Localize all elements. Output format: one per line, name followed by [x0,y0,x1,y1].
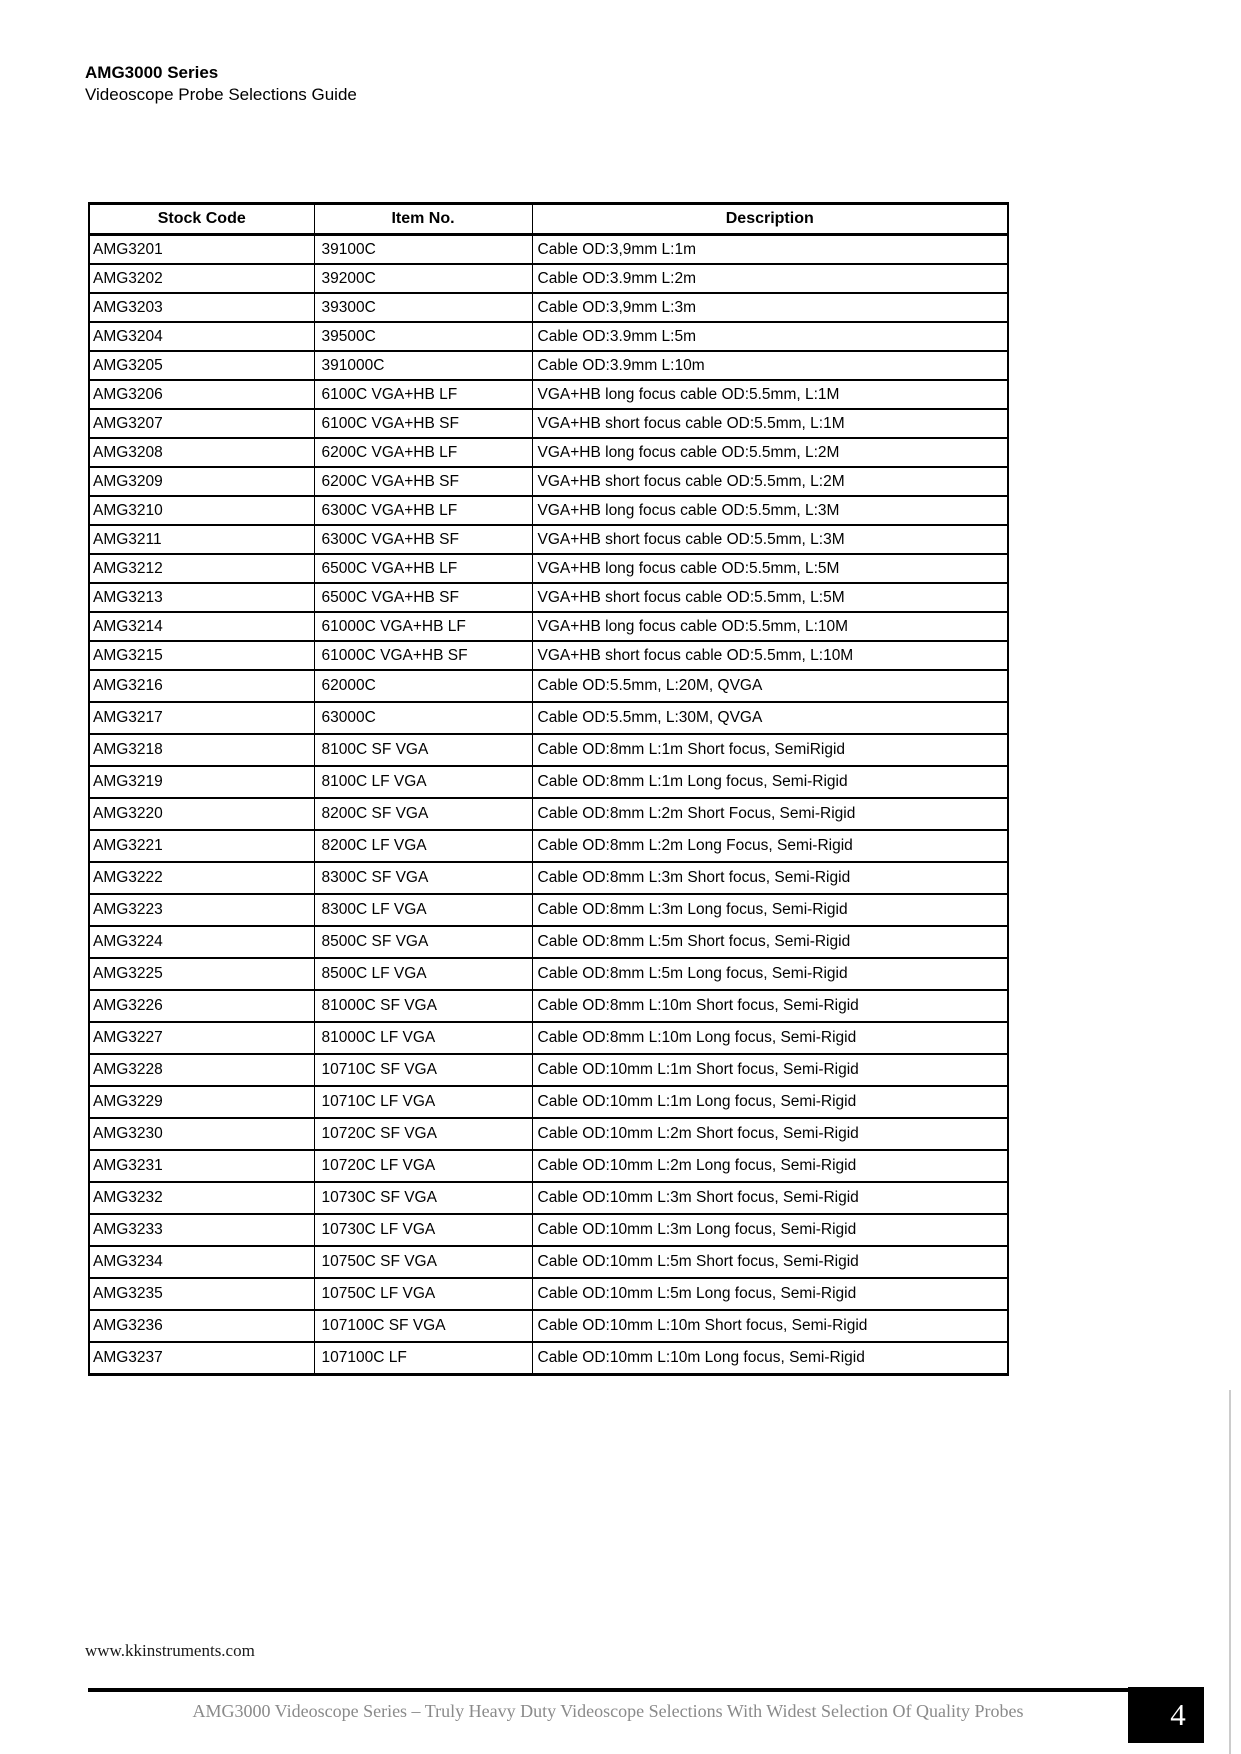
item-no-cell: 8100C SF VGA [314,734,532,766]
description-cell: VGA+HB long focus cable OD:5.5mm, L:1M [532,380,1008,409]
item-no-cell: 6300C VGA+HB SF [314,525,532,554]
description-cell: Cable OD:3.9mm L:2m [532,264,1008,293]
description-cell: VGA+HB short focus cable OD:5.5mm, L:5M [532,583,1008,612]
item-no-cell: 10710C SF VGA [314,1054,532,1086]
table-row [89,670,1008,702]
description-cell: Cable OD:10mm L:5m Short focus, Semi-Rigid [532,1246,1008,1278]
description-cell: Cable OD:8mm L:10m Long focus, Semi-Rigid [532,1022,1008,1054]
item-no-cell: 10750C SF VGA [314,1246,532,1278]
stock-code-cell: AMG3209 [89,467,314,496]
item-no-cell: 6500C VGA+HB SF [314,583,532,612]
website-link: www.kkinstruments.com [85,1641,255,1660]
item-no-cell: 107100C LF [314,1342,532,1375]
stock-code-cell: AMG3202 [89,264,314,293]
table-row [89,1118,1008,1150]
description-cell: VGA+HB long focus cable OD:5.5mm, L:3M [532,496,1008,525]
stock-code-cell: AMG3205 [89,351,314,380]
stock-code-cell: AMG3234 [89,1246,314,1278]
table-row [89,293,1008,322]
table-row [89,1246,1008,1278]
table-row [89,641,1008,670]
table-row [89,554,1008,583]
stock-code-cell: AMG3218 [89,734,314,766]
stock-code-cell: AMG3208 [89,438,314,467]
table-row [89,734,1008,766]
table-row [89,766,1008,798]
page-number: 4 [1170,1697,1186,1732]
item-no-cell: 62000C [314,670,532,702]
table-row [89,862,1008,894]
table-row [89,438,1008,467]
table-row [89,926,1008,958]
description-cell: Cable OD:10mm L:3m Short focus, Semi-Rigid [532,1182,1008,1214]
stock-code-cell: AMG3204 [89,322,314,351]
stock-code-cell: AMG3227 [89,1022,314,1054]
description-cell: Cable OD:3.9mm L:10m [532,351,1008,380]
table-row [89,351,1008,380]
table-body [89,235,1008,1375]
item-no-cell: 8500C LF VGA [314,958,532,990]
table-row [89,958,1008,990]
table-row [89,322,1008,351]
table-row [89,1182,1008,1214]
page-title: AMG3000 Series [85,63,219,82]
stock-code-cell: AMG3231 [89,1150,314,1182]
table-row [89,1214,1008,1246]
description-cell: Cable OD:8mm L:3m Long focus, Semi-Rigid [532,894,1008,926]
item-no-cell: 391000C [314,351,532,380]
stock-code-cell: AMG3228 [89,1054,314,1086]
table-row [89,1054,1008,1086]
stock-code-cell: AMG3233 [89,1214,314,1246]
item-no-cell: 6200C VGA+HB SF [314,467,532,496]
table-header-row [89,204,1008,235]
table-row [89,702,1008,734]
column-header: Stock Code [89,204,314,235]
item-no-cell: 10710C LF VGA [314,1086,532,1118]
stock-code-cell: AMG3235 [89,1278,314,1310]
stock-code-cell: AMG3207 [89,409,314,438]
item-no-cell: 63000C [314,702,532,734]
stock-code-cell: AMG3226 [89,990,314,1022]
table-row [89,1342,1008,1375]
stock-code-cell: AMG3215 [89,641,314,670]
item-no-cell: 10730C SF VGA [314,1182,532,1214]
item-no-cell: 39500C [314,322,532,351]
description-cell: VGA+HB short focus cable OD:5.5mm, L:1M [532,409,1008,438]
column-header: Description [532,204,1008,235]
description-cell: Cable OD:10mm L:1m Short focus, Semi-Rigid [532,1054,1008,1086]
page-subtitle: Videoscope Probe Selections Guide [85,85,357,104]
stock-code-cell: AMG3217 [89,702,314,734]
table-row [89,525,1008,554]
stock-code-cell: AMG3222 [89,862,314,894]
item-no-cell: 10750C LF VGA [314,1278,532,1310]
item-no-cell: 6500C VGA+HB LF [314,554,532,583]
stock-code-cell: AMG3230 [89,1118,314,1150]
description-cell: Cable OD:10mm L:5m Long focus, Semi-Rigid [532,1278,1008,1310]
stock-code-cell: AMG3221 [89,830,314,862]
footer-divider [88,1688,1128,1692]
stock-code-cell: AMG3212 [89,554,314,583]
column-header: Item No. [314,204,532,235]
table-row [89,409,1008,438]
stock-code-cell: AMG3210 [89,496,314,525]
stock-code-cell: AMG3229 [89,1086,314,1118]
table-row [89,1310,1008,1342]
description-cell: Cable OD:10mm L:3m Long focus, Semi-Rigid [532,1214,1008,1246]
table-row [89,467,1008,496]
description-cell: VGA+HB long focus cable OD:5.5mm, L:10M [532,612,1008,641]
table-row [89,612,1008,641]
description-cell: Cable OD:3.9mm L:5m [532,322,1008,351]
description-cell: Cable OD:10mm L:2m Long focus, Semi-Rigid [532,1150,1008,1182]
description-cell: Cable OD:10mm L:2m Short focus, Semi-Rigid [532,1118,1008,1150]
table-row [89,798,1008,830]
stock-code-cell: AMG3219 [89,766,314,798]
description-cell: Cable OD:8mm L:10m Short focus, Semi-Rigid [532,990,1008,1022]
item-no-cell: 81000C LF VGA [314,1022,532,1054]
item-no-cell: 6300C VGA+HB LF [314,496,532,525]
item-no-cell: 6100C VGA+HB LF [314,380,532,409]
probe-selection-table [88,202,1009,1376]
item-no-cell: 8200C LF VGA [314,830,532,862]
description-cell: Cable OD:8mm L:3m Short focus, Semi-Rigid [532,862,1008,894]
item-no-cell: 39300C [314,293,532,322]
table-row [89,1086,1008,1118]
item-no-cell: 39100C [314,235,532,265]
table-row [89,1022,1008,1054]
description-cell: VGA+HB long focus cable OD:5.5mm, L:2M [532,438,1008,467]
table-row [89,380,1008,409]
description-cell: Cable OD:8mm L:2m Long Focus, Semi-Rigid [532,830,1008,862]
item-no-cell: 8300C SF VGA [314,862,532,894]
item-no-cell: 8200C SF VGA [314,798,532,830]
page-edge-line [1229,1390,1231,1754]
item-no-cell: 8300C LF VGA [314,894,532,926]
item-no-cell: 107100C SF VGA [314,1310,532,1342]
stock-code-cell: AMG3216 [89,670,314,702]
description-cell: Cable OD:8mm L:5m Short focus, Semi-Rigid [532,926,1008,958]
table-row [89,496,1008,525]
description-cell: VGA+HB short focus cable OD:5.5mm, L:10M [532,641,1008,670]
description-cell: Cable OD:8mm L:1m Short focus, SemiRigid [532,734,1008,766]
item-no-cell: 61000C VGA+HB LF [314,612,532,641]
document-header [85,62,357,106]
description-cell: Cable OD:3,9mm L:3m [532,293,1008,322]
item-no-cell: 10730C LF VGA [314,1214,532,1246]
footer-tagline: AMG3000 Videoscope Series – Truly Heavy Duty Videoscope Selections With Widest Selection Of Quality Probes [192,1701,1024,1721]
description-cell: Cable OD:8mm L:2m Short Focus, Semi-Rigid [532,798,1008,830]
description-cell: VGA+HB short focus cable OD:5.5mm, L:2M [532,467,1008,496]
stock-code-cell: AMG3236 [89,1310,314,1342]
item-no-cell: 10720C SF VGA [314,1118,532,1150]
description-cell: Cable OD:8mm L:5m Long focus, Semi-Rigid [532,958,1008,990]
description-cell: Cable OD:3,9mm L:1m [532,235,1008,265]
item-no-cell: 8100C LF VGA [314,766,532,798]
table-row [89,894,1008,926]
item-no-cell: 8500C SF VGA [314,926,532,958]
item-no-cell: 39200C [314,264,532,293]
stock-code-cell: AMG3211 [89,525,314,554]
table-row [89,264,1008,293]
table-row [89,235,1008,265]
table-row [89,1150,1008,1182]
table-row [89,830,1008,862]
item-no-cell: 6200C VGA+HB LF [314,438,532,467]
item-no-cell: 6100C VGA+HB SF [314,409,532,438]
stock-code-cell: AMG3214 [89,612,314,641]
stock-code-cell: AMG3203 [89,293,314,322]
description-cell: Cable OD:5.5mm, L:20M, QVGA [532,670,1008,702]
item-no-cell: 61000C VGA+HB SF [314,641,532,670]
stock-code-cell: AMG3220 [89,798,314,830]
stock-code-cell: AMG3223 [89,894,314,926]
item-no-cell: 81000C SF VGA [314,990,532,1022]
stock-code-cell: AMG3201 [89,235,314,265]
table-row [89,1278,1008,1310]
stock-code-cell: AMG3224 [89,926,314,958]
description-cell: Cable OD:5.5mm, L:30M, QVGA [532,702,1008,734]
stock-code-cell: AMG3206 [89,380,314,409]
stock-code-cell: AMG3213 [89,583,314,612]
description-cell: VGA+HB long focus cable OD:5.5mm, L:5M [532,554,1008,583]
stock-code-cell: AMG3237 [89,1342,314,1375]
table-row [89,583,1008,612]
page-number-box [1128,1687,1204,1743]
description-cell: Cable OD:8mm L:1m Long focus, Semi-Rigid [532,766,1008,798]
description-cell: VGA+HB short focus cable OD:5.5mm, L:3M [532,525,1008,554]
item-no-cell: 10720C LF VGA [314,1150,532,1182]
stock-code-cell: AMG3232 [89,1182,314,1214]
table-row [89,990,1008,1022]
stock-code-cell: AMG3225 [89,958,314,990]
description-cell: Cable OD:10mm L:10m Long focus, Semi-Rigid [532,1342,1008,1375]
description-cell: Cable OD:10mm L:1m Long focus, Semi-Rigid [532,1086,1008,1118]
description-cell: Cable OD:10mm L:10m Short focus, Semi-Rigid [532,1310,1008,1342]
